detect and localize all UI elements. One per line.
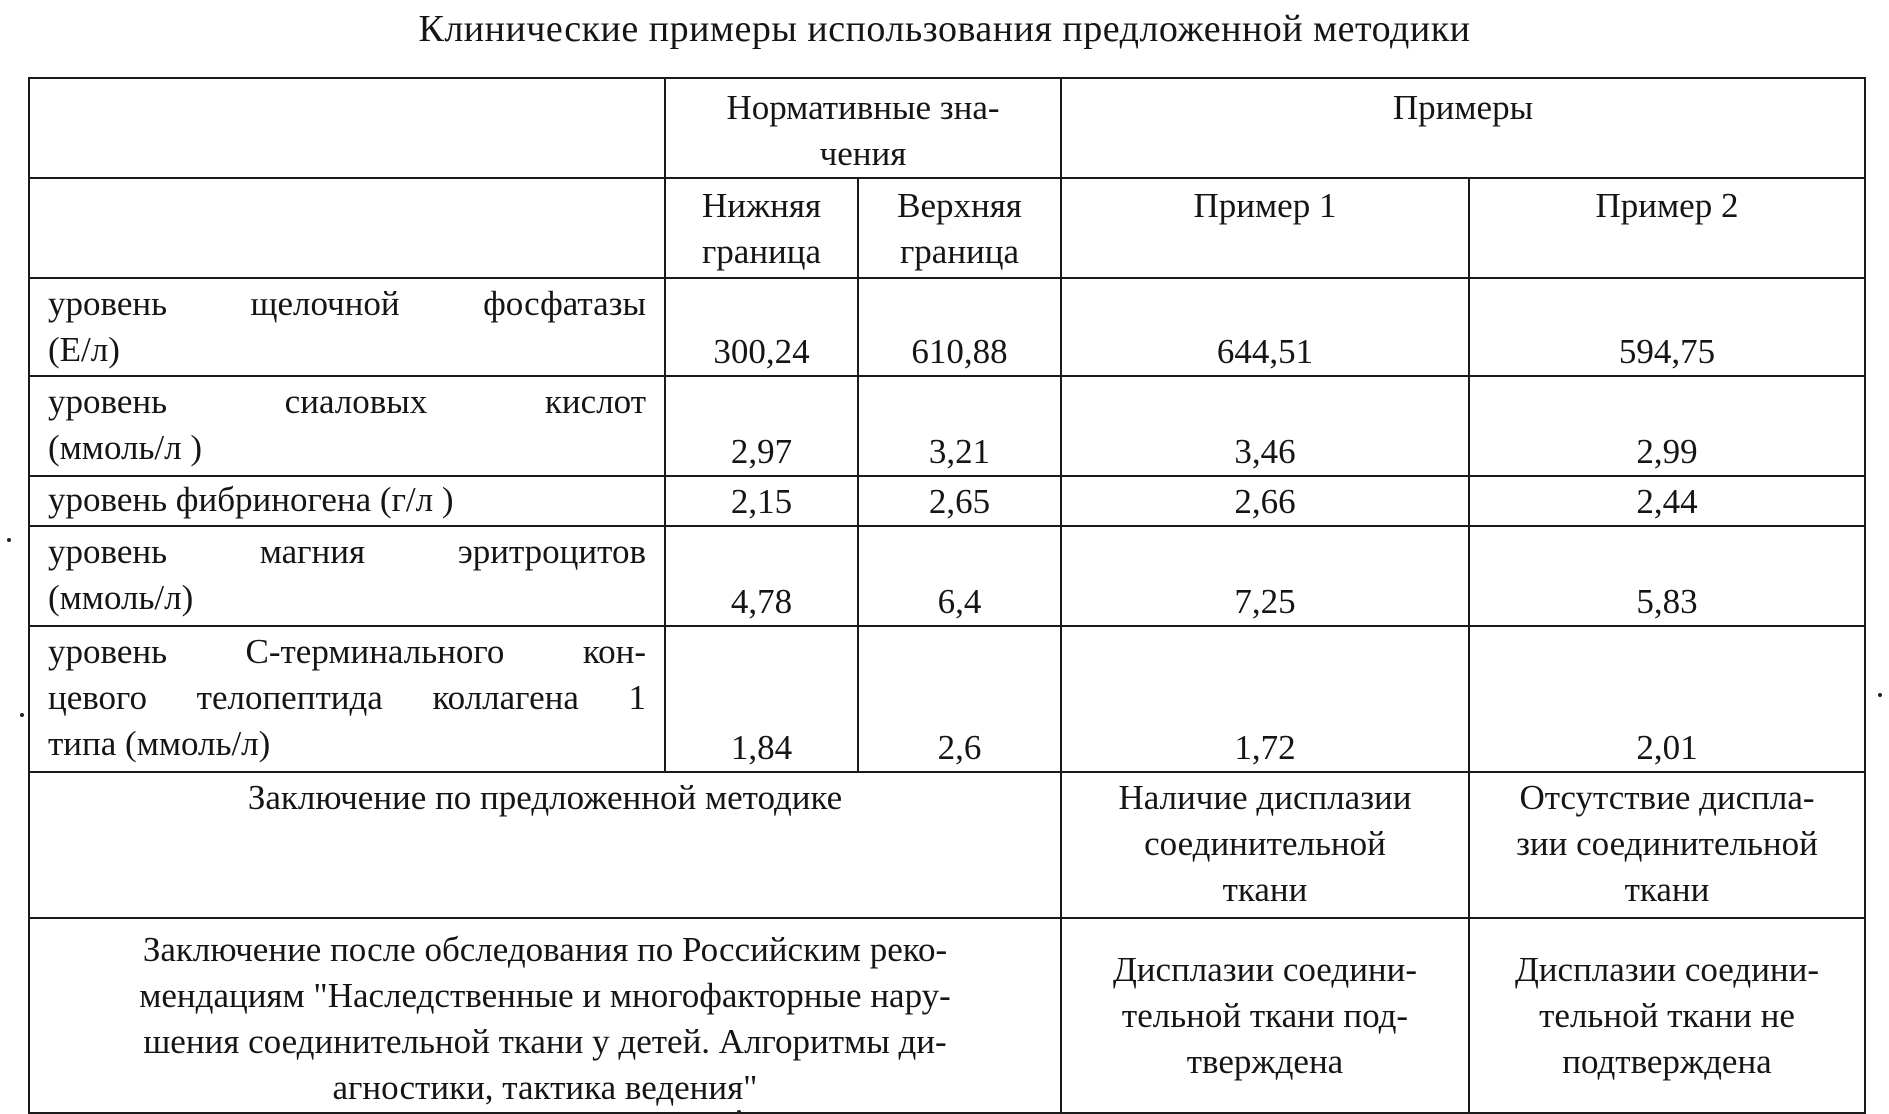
row-label-line: уровень магния эритроцитов — [48, 532, 646, 571]
header-lower-bound — [665, 178, 858, 278]
conclusion-method-example2 — [1469, 772, 1865, 918]
row-upper-value: 3,21 — [858, 376, 1061, 476]
row-label-line: (Е/л) — [48, 330, 120, 369]
conclusion-line: тверждена — [1186, 1042, 1344, 1081]
row-example1-value: 644,51 — [1061, 278, 1469, 376]
header-normative-values — [665, 78, 1061, 178]
table-row — [29, 476, 1865, 526]
row-label-line: уровень щелочной фосфатазы — [48, 284, 646, 323]
row-example1-value: 2,66 — [1061, 476, 1469, 526]
conclusion-line: Наличие дисплазии — [1118, 778, 1412, 817]
row-example1-value: 7,25 — [1061, 526, 1469, 626]
conclusion-russian-example1 — [1061, 918, 1469, 1113]
row-lower-value: 4,78 — [665, 526, 858, 626]
conclusion-line: соединительной — [1144, 824, 1386, 863]
scan-speck — [20, 713, 24, 717]
row-example1-value: 3,46 — [1061, 376, 1469, 476]
row-label-line: уровень фибриногена (г/л ) — [48, 480, 454, 519]
header-normative-line-2: чения — [819, 134, 907, 173]
conclusion-line: Дисплазии соедини- — [1514, 950, 1820, 989]
row-lower-value: 300,24 — [665, 278, 858, 376]
conclusion-russian-example2 — [1469, 918, 1865, 1113]
row-label-line: (ммоль/л) — [48, 578, 194, 617]
row-label-fibrinogen — [29, 476, 665, 526]
row-example2-value: 594,75 — [1469, 278, 1865, 376]
header-lower-line-2: граница — [701, 232, 822, 271]
header-lower-line-1: Нижняя — [701, 186, 822, 225]
conclusion-method-label: Заключение по предложенной методике — [29, 772, 1061, 918]
conclusion-method-row — [29, 772, 1865, 918]
row-label-erythrocyte-magnesium — [29, 526, 665, 626]
header-examples: Примеры — [1061, 78, 1865, 178]
conclusion-line: Дисплазии соедини- — [1112, 950, 1418, 989]
header-empty-cell-2 — [29, 178, 665, 278]
header-row-1 — [29, 78, 1865, 178]
table-row — [29, 278, 1865, 376]
row-label-c-telopeptide — [29, 626, 665, 772]
row-lower-value: 2,15 — [665, 476, 858, 526]
conclusion-line: шения соединительной ткани у детей. Алгоритмы ди- — [143, 1022, 947, 1061]
conclusion-line: агностики, тактика ведения" — [332, 1068, 758, 1107]
row-example2-value: 5,83 — [1469, 526, 1865, 626]
row-example2-value: 2,44 — [1469, 476, 1865, 526]
header-example-1: Пример 1 — [1061, 178, 1469, 278]
conclusion-line: ткани — [1624, 870, 1710, 909]
conclusion-line: Заключение после обследования по Российским реко- — [142, 930, 948, 969]
conclusion-line: мендациям "Наследственные и многофакторные нару- — [139, 976, 951, 1015]
header-upper-line-1: Верхняя — [897, 186, 1022, 225]
row-upper-value: 2,6 — [858, 626, 1061, 772]
scan-speck — [7, 538, 11, 542]
conclusion-line: Отсутствие диспла- — [1519, 778, 1815, 817]
conclusion-russian-row — [29, 918, 1865, 1113]
row-label-alkaline-phosphatase — [29, 278, 665, 376]
header-empty-cell — [29, 78, 665, 178]
table-row — [29, 376, 1865, 476]
header-upper-line-2: граница — [899, 232, 1020, 271]
row-label-line: типа (ммоль/л) — [48, 724, 271, 763]
conclusion-line: подтверждена — [1562, 1042, 1772, 1081]
row-upper-value: 2,65 — [858, 476, 1061, 526]
row-label-line: цевого телопептида коллагена 1 — [48, 678, 646, 717]
conclusion-line: тельной ткани не — [1539, 996, 1795, 1035]
row-example1-value: 1,72 — [1061, 626, 1469, 772]
conclusion-line: ткани — [1222, 870, 1308, 909]
row-upper-value: 610,88 — [858, 278, 1061, 376]
clinical-examples-table — [28, 77, 1866, 1114]
conclusion-method-example1 — [1061, 772, 1469, 918]
conclusion-line: тельной ткани под- — [1121, 996, 1409, 1035]
header-normative-line-1: Нормативные зна- — [726, 88, 1000, 127]
row-lower-value: 1,84 — [665, 626, 858, 772]
row-label-line: уровень С-терминального кон- — [48, 632, 646, 671]
header-row-2 — [29, 178, 1865, 278]
header-upper-bound — [858, 178, 1061, 278]
row-example2-value: 2,99 — [1469, 376, 1865, 476]
row-lower-value: 2,97 — [665, 376, 858, 476]
table-row — [29, 526, 1865, 626]
conclusion-russian-label — [29, 918, 1061, 1113]
table-row — [29, 626, 1865, 772]
scan-speck — [737, 1110, 741, 1114]
row-upper-value: 6,4 — [858, 526, 1061, 626]
row-label-line: уровень сиаловых кислот — [48, 382, 646, 421]
row-example2-value: 2,01 — [1469, 626, 1865, 772]
row-label-line: (ммоль/л ) — [48, 428, 203, 467]
conclusion-line: зии соединительной — [1516, 824, 1818, 863]
scan-speck — [1878, 693, 1882, 697]
header-example-2: Пример 2 — [1469, 178, 1865, 278]
row-label-sialic-acids — [29, 376, 665, 476]
page-title: Клинические примеры использования предложенной методики — [418, 8, 1471, 50]
